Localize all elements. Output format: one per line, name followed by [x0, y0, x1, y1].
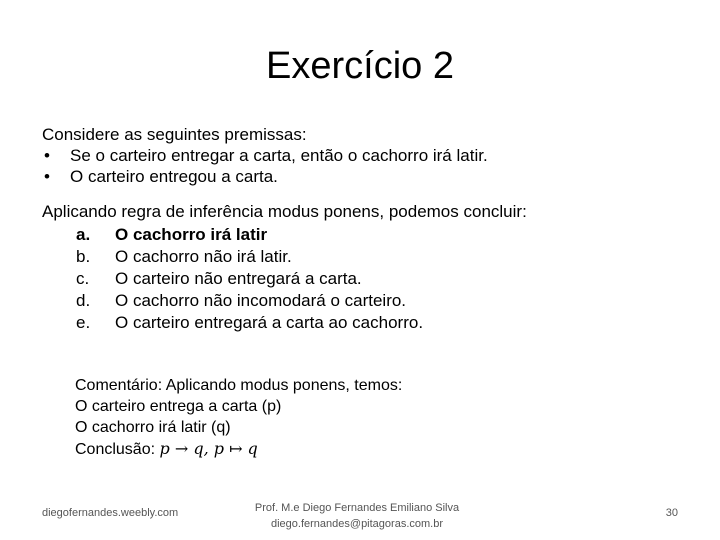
comment-heading: Comentário: Aplicando modus ponens, temos:: [75, 377, 403, 394]
option-text: O cachorro não incomodará o carteiro.: [115, 291, 407, 310]
question-text: Aplicando regra de inferência modus ponens, podemos concluir:: [42, 202, 527, 221]
conclusion-formula: p → q, p ↦ q: [159, 439, 258, 458]
page-number: 30: [665, 507, 678, 519]
option-item: [42, 246, 682, 268]
footer-email: diego.fernandes@pitagoras.com.br: [271, 518, 443, 530]
option-letter: a.: [76, 225, 91, 244]
option-text: O carteiro entregará a carta ao cachorro.: [115, 313, 424, 332]
conclusion-label: Conclusão:: [75, 441, 156, 458]
option-letter: e.: [76, 313, 91, 332]
footer-website: diegofernandes.weebly.com: [42, 507, 179, 519]
bullet-icon: •: [44, 146, 50, 165]
premise-text: Se o carteiro entregar a carta, então o cachorro irá latir.: [70, 146, 488, 165]
slide-title: Exercício 2: [266, 45, 454, 87]
comment-line: O cachorro irá latir (q): [75, 419, 231, 436]
option-text: O cachorro irá latir: [115, 225, 268, 244]
footer-author-block: [232, 500, 482, 532]
comment-line: O carteiro entrega a carta (p): [75, 398, 282, 415]
premise-item: [42, 166, 682, 187]
option-item: [42, 268, 682, 290]
options-list: [42, 224, 682, 334]
option-item: [42, 312, 682, 334]
option-letter: b.: [76, 247, 91, 266]
option-item: [42, 290, 682, 312]
premise-item: [42, 145, 682, 166]
slide-body: [42, 124, 682, 334]
option-letter: d.: [76, 291, 91, 310]
footer-author: Prof. M.e Diego Fernandes Emiliano Silva: [254, 502, 460, 514]
option-item: [42, 224, 682, 246]
option-text: O cachorro não irá latir.: [115, 247, 292, 266]
comment-block: [75, 375, 635, 460]
intro-text: Considere as seguintes premissas:: [42, 125, 307, 144]
premise-text: O carteiro entregou a carta.: [70, 167, 278, 186]
bullet-icon: •: [44, 167, 50, 186]
option-letter: c.: [76, 269, 90, 288]
conclusion-line: [75, 438, 635, 460]
option-text: O carteiro não entregará a carta.: [115, 269, 362, 288]
